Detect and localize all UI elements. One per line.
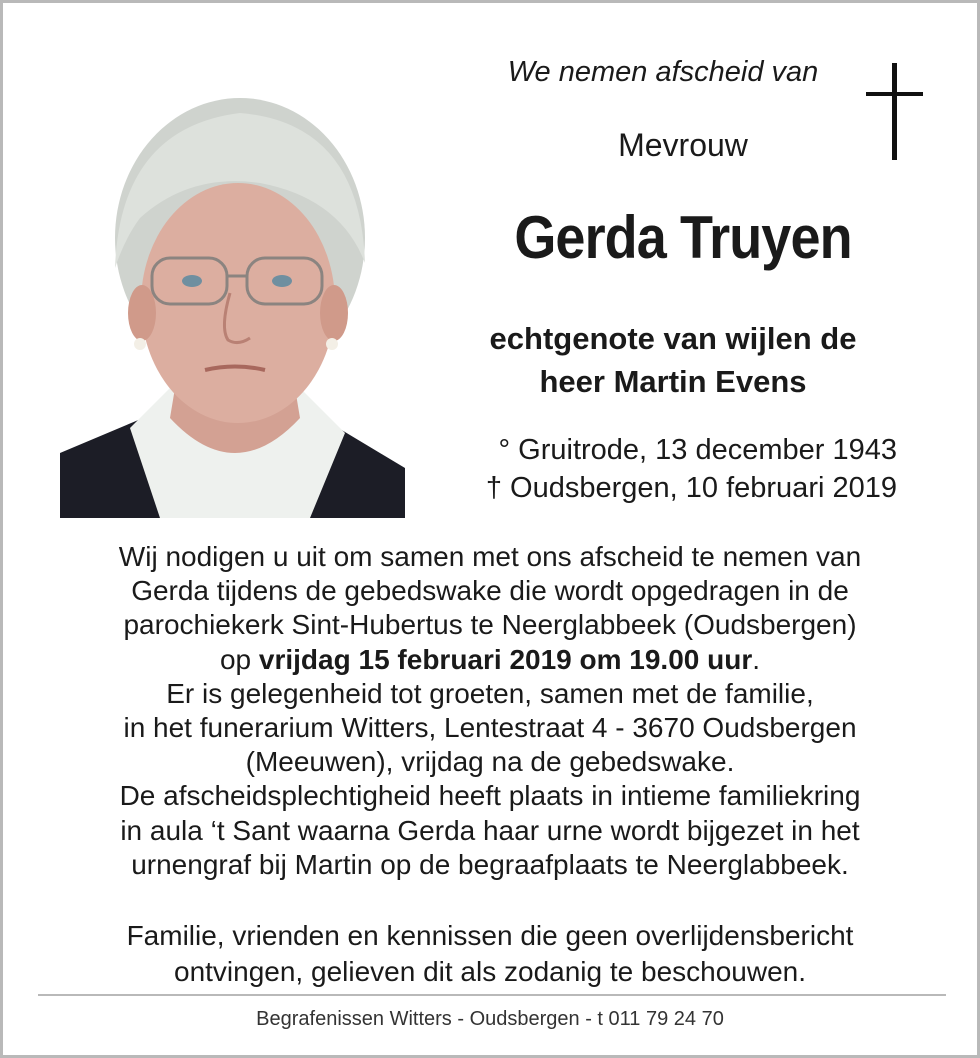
spouse-info bbox=[433, 317, 913, 403]
announcement-text bbox=[23, 540, 957, 882]
body-line: Wij nodigen u uit om samen met ons afscheid te nemen van bbox=[118, 541, 862, 572]
closing-text bbox=[23, 918, 957, 990]
spouse-line-1: echtgenote van wijlen de bbox=[489, 321, 857, 356]
body-line: Gerda tijdens de gebedswake die wordt opgedragen in de bbox=[131, 575, 849, 607]
wake-date-suffix: . bbox=[752, 643, 761, 675]
body-line: parochiekerk Sint-Hubertus te Neerglabbeek (Oudsbergen) bbox=[123, 609, 857, 641]
body-line: in het funerarium Witters, Lentestraat 4 - 3670 Oudsbergen bbox=[123, 712, 857, 744]
life-dates bbox=[423, 431, 897, 507]
body-line: in aula ‘t Sant waarna Gerda haar urne wordt bijgezet in het bbox=[120, 814, 860, 846]
birth-date: ° Gruitrode, 13 december 1943 bbox=[498, 434, 897, 466]
closing-line: Familie, vrienden en kennissen die geen overlijdensbericht bbox=[126, 920, 854, 951]
body-line: Er is gelegenheid tot groeten, samen met de familie, bbox=[166, 677, 814, 709]
funeral-home-footer: Begrafenissen Witters - Oudsbergen - t 011 79 24 70 bbox=[256, 1008, 724, 1030]
death-date: † Oudsbergen, 10 februari 2019 bbox=[485, 472, 897, 504]
divider bbox=[38, 994, 946, 996]
wake-date-highlight: vrijdag 15 februari 2019 om 19.00 uur bbox=[258, 643, 753, 675]
body-line: urnengraf bij Martin op de begraafplaats te Neerglabbeek. bbox=[131, 848, 849, 880]
spouse-line-2: heer Martin Evens bbox=[539, 364, 807, 399]
body-line: (Meeuwen), vrijdag na de gebedswake. bbox=[245, 746, 735, 778]
wake-date-prefix: op bbox=[219, 643, 259, 675]
portrait-photo bbox=[60, 88, 405, 518]
salutation: Mevrouw bbox=[618, 127, 748, 163]
deceased-name: Gerda Truyen bbox=[514, 204, 852, 271]
body-line: De afscheidsplechtigheid heeft plaats in intieme familiekring bbox=[119, 780, 861, 812]
closing-line: ontvingen, gelieven dit als zodanig te beschouwen. bbox=[174, 956, 806, 987]
intro-text: We nemen afscheid van bbox=[507, 56, 819, 88]
wake-date-line bbox=[23, 643, 957, 677]
